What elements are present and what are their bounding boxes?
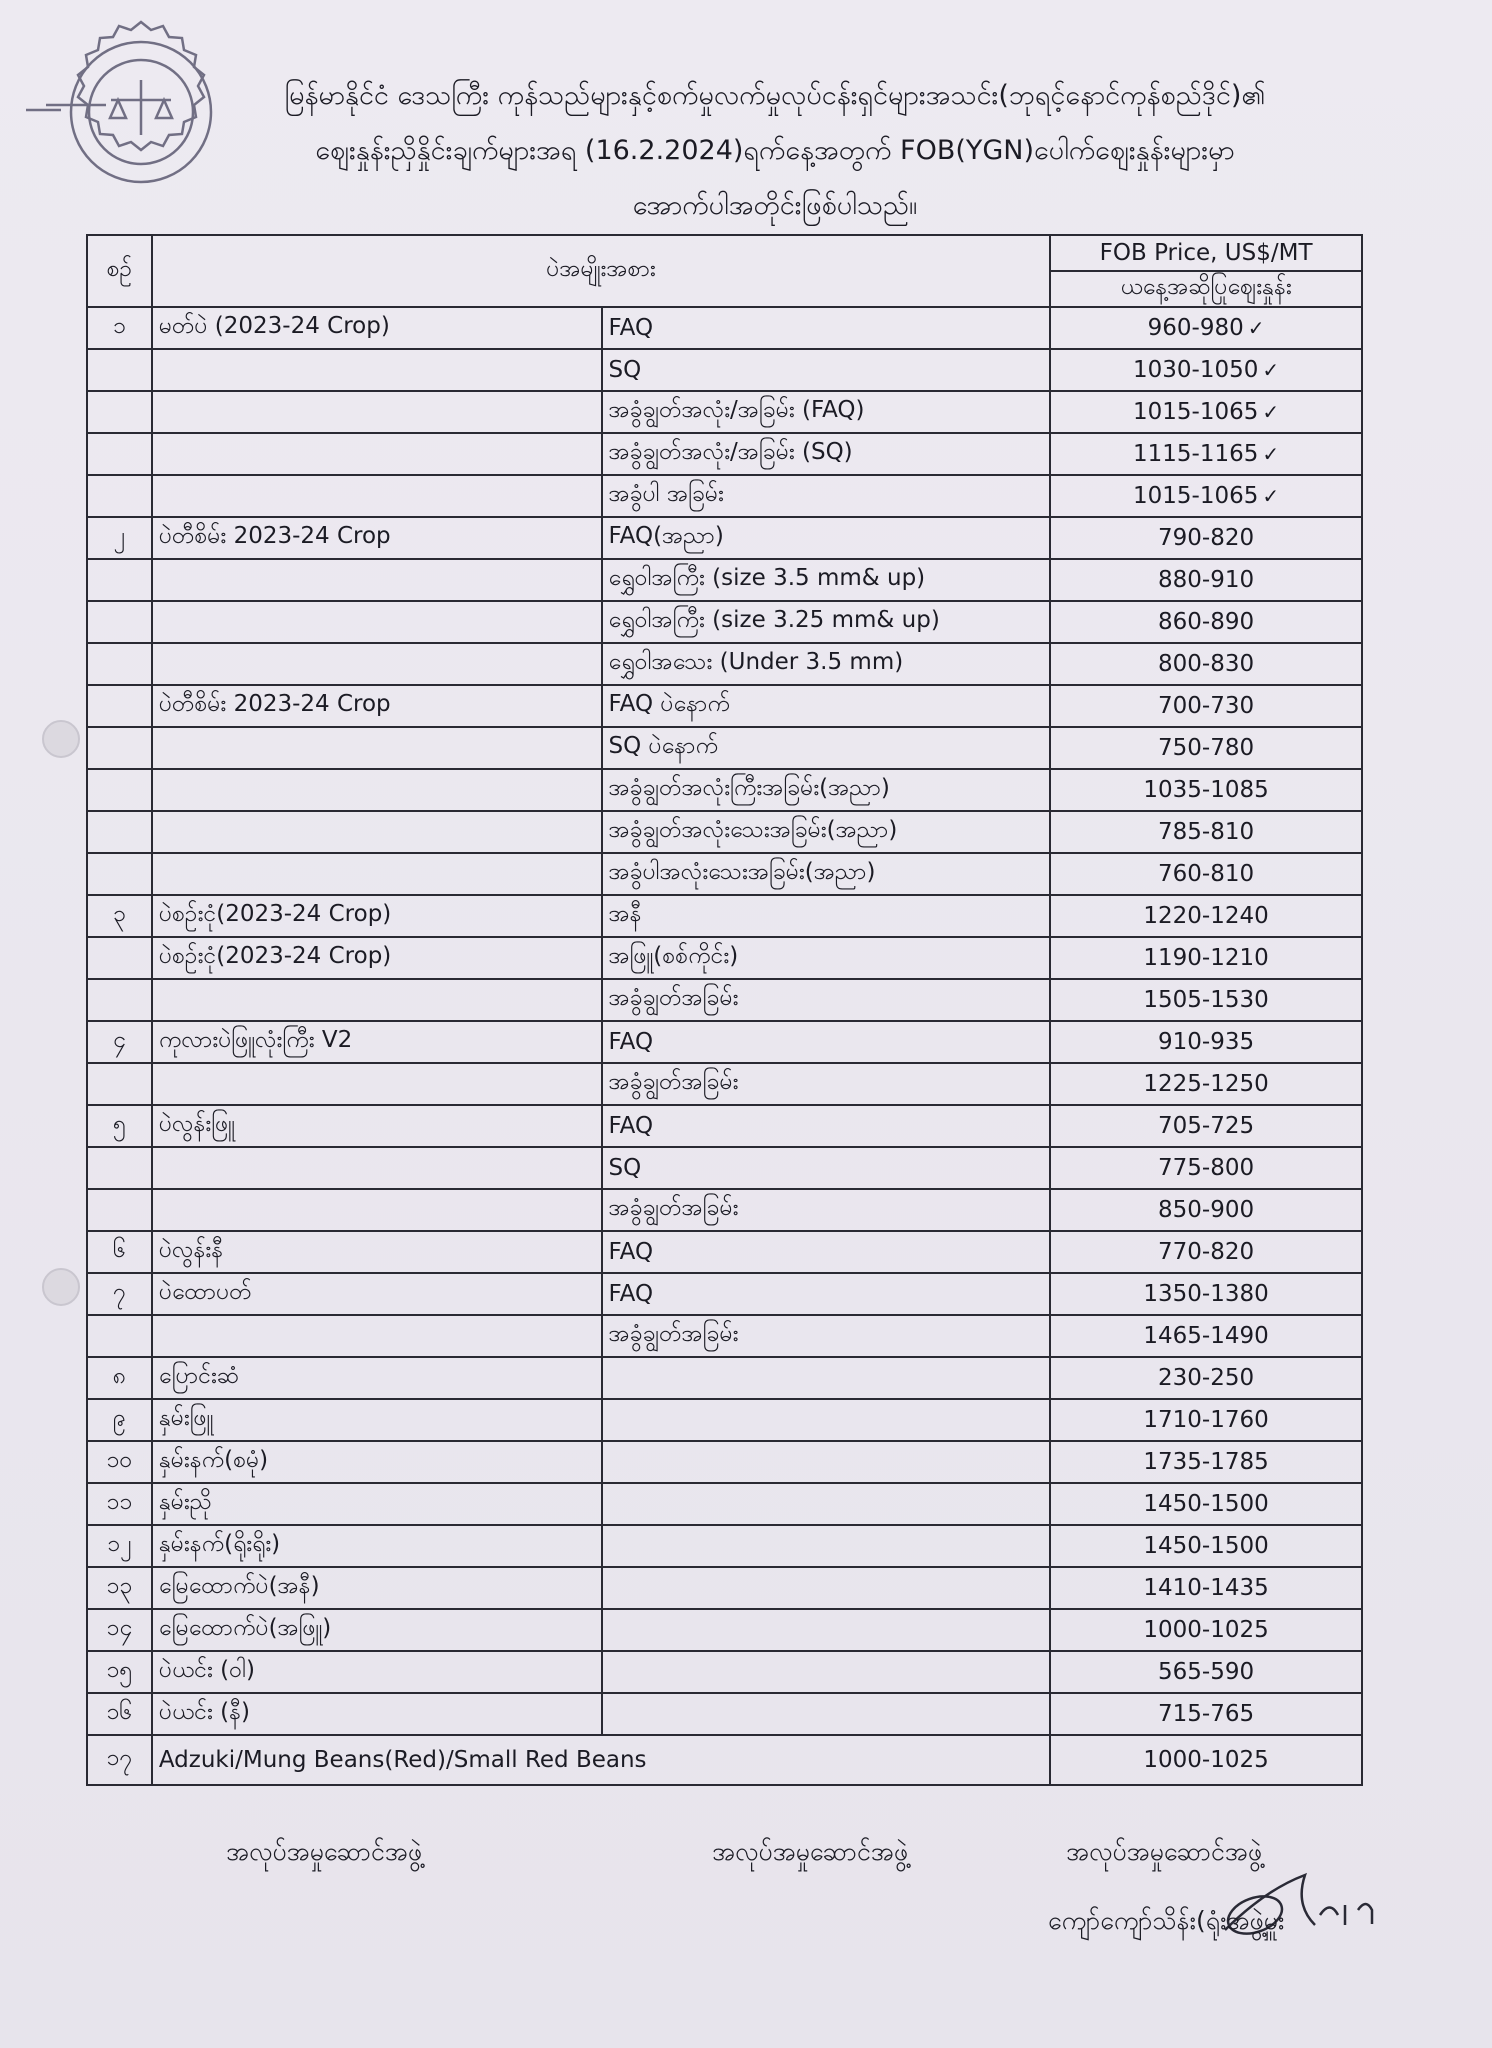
row-number bbox=[87, 1735, 152, 1785]
item-grade-text: ရွှေဝါအသေး (Under 3.5 mm) bbox=[608, 649, 904, 675]
item-grade bbox=[602, 1525, 1051, 1567]
row-number-text: ၉ bbox=[112, 1405, 126, 1431]
price-range-text: 1505-1530 bbox=[1143, 987, 1269, 1013]
table-row bbox=[87, 937, 1362, 979]
item-grade-text: FAQ(အညာ) bbox=[608, 523, 724, 549]
row-number bbox=[87, 1441, 152, 1483]
item-name-text: ပဲလွန်းဖြူ bbox=[158, 1111, 235, 1137]
table-row bbox=[87, 391, 1362, 433]
table-row bbox=[87, 1399, 1362, 1441]
price-range-text: 230-250 bbox=[1158, 1365, 1255, 1391]
item-name-text: ပဲယင်း (ဝါ) bbox=[158, 1657, 256, 1683]
item-grade bbox=[602, 1273, 1051, 1315]
item-name bbox=[152, 1525, 602, 1567]
item-grade bbox=[602, 1063, 1051, 1105]
item-grade bbox=[602, 1147, 1051, 1189]
item-name bbox=[152, 475, 602, 517]
item-grade-text: FAQ bbox=[608, 1113, 654, 1139]
item-name-text: ပဲယင်း (နီ) bbox=[158, 1699, 251, 1725]
row-number bbox=[87, 1063, 152, 1105]
item-name bbox=[152, 727, 602, 769]
item-grade bbox=[602, 811, 1051, 853]
checkmark-icon: ✓ bbox=[1262, 484, 1280, 508]
row-number-text: ၂ bbox=[113, 523, 126, 549]
item-grade bbox=[602, 1105, 1051, 1147]
item-name bbox=[152, 517, 602, 559]
item-grade-text: အခွံပါ အခြမ်း bbox=[608, 481, 724, 507]
item-name bbox=[152, 1735, 1050, 1785]
item-grade bbox=[602, 937, 1051, 979]
price-range-text: 1220-1240 bbox=[1143, 903, 1269, 929]
table-row bbox=[87, 895, 1362, 937]
price-table bbox=[86, 234, 1363, 1786]
item-grade bbox=[602, 559, 1051, 601]
price-range-text: 1350-1380 bbox=[1143, 1281, 1269, 1307]
item-name-text: နှမ်းနက်(ရိုးရိုး) bbox=[158, 1531, 281, 1557]
price-range bbox=[1050, 1063, 1362, 1105]
item-name bbox=[152, 559, 602, 601]
price-range-text: 1115-1165 bbox=[1133, 441, 1259, 467]
price-range-text: 760-810 bbox=[1158, 861, 1255, 887]
row-number bbox=[87, 769, 152, 811]
item-grade bbox=[602, 853, 1051, 895]
price-range bbox=[1050, 1399, 1362, 1441]
row-number bbox=[87, 685, 152, 727]
row-number bbox=[87, 1567, 152, 1609]
price-range bbox=[1050, 685, 1362, 727]
item-grade-text: SQ bbox=[608, 357, 642, 383]
table-header bbox=[87, 235, 1362, 307]
row-number bbox=[87, 1021, 152, 1063]
item-name bbox=[152, 1147, 602, 1189]
row-number bbox=[87, 979, 152, 1021]
item-grade bbox=[602, 1651, 1051, 1693]
price-range-text: 1710-1760 bbox=[1143, 1407, 1269, 1433]
price-range bbox=[1050, 1441, 1362, 1483]
item-name bbox=[152, 1399, 602, 1441]
checkmark-icon: ✓ bbox=[1262, 400, 1280, 424]
item-grade-text: SQ bbox=[608, 1155, 642, 1181]
row-number-text: ၃ bbox=[112, 901, 126, 927]
signatory-name: ကျော်ကျော်သိန်း(ရုံးအဖွဲ့မှူး bbox=[1048, 1906, 1285, 1935]
price-range-text: 1000-1025 bbox=[1143, 1617, 1269, 1643]
price-range bbox=[1050, 853, 1362, 895]
table-row bbox=[87, 1063, 1362, 1105]
row-number-text: ၇ bbox=[112, 1279, 126, 1305]
row-number bbox=[87, 937, 152, 979]
price-range bbox=[1050, 727, 1362, 769]
header-line-1: မြန်မာနိုင်ငံ ဒေသကြီး ကုန်သည်များနှင့်စက်မှုလက်မှုလုပ်ငန်းရှင်များအသင်း(ဘုရင့်နောင်ကုန်စည်ဒိုင်)၏ bbox=[284, 80, 1266, 111]
column-header-price-sub: ယနေ့အဆိုပြုဈေးနှုန်း bbox=[1050, 271, 1362, 307]
column-header-no: စဉ် bbox=[87, 235, 152, 307]
checkmark-icon: ✓ bbox=[1247, 316, 1265, 340]
row-number bbox=[87, 1273, 152, 1315]
item-grade bbox=[602, 895, 1051, 937]
table-row bbox=[87, 1231, 1362, 1273]
item-grade-text: အခွံချွတ်အခြမ်း bbox=[608, 1195, 739, 1221]
item-name bbox=[152, 433, 602, 475]
price-range bbox=[1050, 1525, 1362, 1567]
row-number bbox=[87, 517, 152, 559]
punch-hole-1 bbox=[42, 720, 80, 758]
table-row bbox=[87, 1609, 1362, 1651]
price-range bbox=[1050, 979, 1362, 1021]
price-range-text: 850-900 bbox=[1158, 1197, 1255, 1223]
price-range-text: 770-820 bbox=[1158, 1239, 1255, 1265]
committee-label-2: အလုပ်အမှုဆောင်အဖွဲ့ bbox=[712, 1837, 909, 1866]
price-range bbox=[1050, 1735, 1362, 1785]
row-number bbox=[87, 1609, 152, 1651]
row-number bbox=[87, 1231, 152, 1273]
header-line-2: ဈေးနှုန်းညှိနှိုင်းချက်များအရ (16.2.2024)ရက်နေ့အတွက် FOB(YGN)ပေါက်ဈေးနှုန်းများမှာ bbox=[315, 135, 1235, 166]
table-row bbox=[87, 853, 1362, 895]
item-grade bbox=[602, 1567, 1051, 1609]
item-name bbox=[152, 391, 602, 433]
price-range-text: 1035-1085 bbox=[1143, 777, 1269, 803]
committee-label-3: အလုပ်အမှုဆောင်အဖွဲ့ bbox=[1066, 1837, 1263, 1866]
row-number-text: ၁၁ bbox=[106, 1489, 133, 1515]
table-row bbox=[87, 349, 1362, 391]
row-number bbox=[87, 1693, 152, 1735]
price-range-text: 1015-1065 bbox=[1133, 399, 1259, 425]
row-number bbox=[87, 643, 152, 685]
item-grade bbox=[602, 307, 1051, 349]
item-name bbox=[152, 1315, 602, 1357]
item-name-text: ပဲလွန်းနီ bbox=[158, 1237, 224, 1263]
item-name bbox=[152, 349, 602, 391]
item-name bbox=[152, 1189, 602, 1231]
item-grade-text: ရွှေဝါအကြီး (size 3.5 mm& up) bbox=[608, 565, 926, 591]
item-name bbox=[152, 811, 602, 853]
table-row bbox=[87, 559, 1362, 601]
table-row bbox=[87, 1735, 1362, 1785]
row-number-text: ၄ bbox=[112, 1027, 126, 1053]
price-range-text: 1225-1250 bbox=[1143, 1071, 1269, 1097]
item-grade-text: SQ ပဲနောက် bbox=[608, 733, 719, 759]
price-range bbox=[1050, 1147, 1362, 1189]
row-number-text: ၁၀ bbox=[106, 1447, 133, 1473]
table-row bbox=[87, 685, 1362, 727]
punch-hole-2 bbox=[42, 1268, 80, 1306]
item-name bbox=[152, 1105, 602, 1147]
item-grade bbox=[602, 475, 1051, 517]
price-range-text: 1450-1500 bbox=[1143, 1533, 1269, 1559]
row-number-text: ၈ bbox=[112, 1363, 126, 1389]
item-name bbox=[152, 685, 602, 727]
row-number bbox=[87, 433, 152, 475]
item-grade bbox=[602, 517, 1051, 559]
price-range bbox=[1050, 1483, 1362, 1525]
price-range-text: 1000-1025 bbox=[1143, 1747, 1269, 1773]
price-range bbox=[1050, 601, 1362, 643]
price-range bbox=[1050, 1231, 1362, 1273]
item-grade bbox=[602, 1399, 1051, 1441]
item-name-text: မြေထောက်ပဲ(အဖြူ) bbox=[158, 1615, 332, 1641]
item-grade bbox=[602, 1189, 1051, 1231]
item-grade-text: FAQ bbox=[608, 1029, 654, 1055]
item-name bbox=[152, 1651, 602, 1693]
row-number bbox=[87, 1399, 152, 1441]
item-grade bbox=[602, 1315, 1051, 1357]
price-range-text: 1410-1435 bbox=[1143, 1575, 1269, 1601]
item-name bbox=[152, 1567, 602, 1609]
price-range-text: 880-910 bbox=[1158, 567, 1255, 593]
item-grade bbox=[602, 433, 1051, 475]
price-range bbox=[1050, 1609, 1362, 1651]
row-number bbox=[87, 1147, 152, 1189]
item-name bbox=[152, 937, 602, 979]
price-range-text: 775-800 bbox=[1158, 1155, 1255, 1181]
table-row bbox=[87, 1357, 1362, 1399]
price-range bbox=[1050, 1693, 1362, 1735]
table-row bbox=[87, 643, 1362, 685]
table-row bbox=[87, 1651, 1362, 1693]
price-range bbox=[1050, 307, 1362, 349]
item-grade-text: အခွံချွတ်အလုံး/အခြမ်း (SQ) bbox=[608, 439, 853, 465]
row-number bbox=[87, 727, 152, 769]
item-grade bbox=[602, 1357, 1051, 1399]
item-grade bbox=[602, 769, 1051, 811]
item-name-text: ပဲစဉ်းငုံ(2023-24 Crop) bbox=[158, 901, 392, 927]
row-number-text: ၁၅ bbox=[106, 1657, 133, 1683]
item-grade-text: ရွှေဝါအကြီး (size 3.25 mm& up) bbox=[608, 607, 940, 633]
price-range-text: 705-725 bbox=[1158, 1113, 1255, 1139]
item-name bbox=[152, 1441, 602, 1483]
row-number bbox=[87, 1357, 152, 1399]
table-row bbox=[87, 475, 1362, 517]
row-number-text: ၅ bbox=[112, 1111, 126, 1137]
item-name bbox=[152, 643, 602, 685]
price-range bbox=[1050, 1315, 1362, 1357]
item-grade-text: အခွံချွတ်အလုံး/အခြမ်း (FAQ) bbox=[608, 397, 865, 423]
item-name-text: နှမ်းဖြူ bbox=[158, 1405, 214, 1431]
item-grade-text: အခွံချွတ်အလုံးသေးအခြမ်း(အညာ) bbox=[608, 817, 898, 843]
item-name-text: ကုလားပဲဖြူလုံးကြီး V2 bbox=[158, 1027, 353, 1053]
item-grade bbox=[602, 643, 1051, 685]
price-range-text: 1465-1490 bbox=[1143, 1323, 1269, 1349]
item-grade bbox=[602, 727, 1051, 769]
item-grade-text: အခွံချွတ်အခြမ်း bbox=[608, 985, 739, 1011]
item-grade-text: အဖြူ(စစ်ကိုင်း) bbox=[608, 943, 739, 969]
item-name-text: ပဲစဉ်းငုံ(2023-24 Crop) bbox=[158, 943, 392, 969]
item-grade-text: FAQ ပဲနောက် bbox=[608, 691, 730, 717]
item-name bbox=[152, 1483, 602, 1525]
price-range-text: 1450-1500 bbox=[1143, 1491, 1269, 1517]
item-grade-text: FAQ bbox=[608, 1239, 654, 1265]
item-name-text: နှမ်းနက်(စမုံ) bbox=[158, 1447, 269, 1473]
item-grade bbox=[602, 979, 1051, 1021]
item-grade bbox=[602, 1693, 1051, 1735]
item-grade-text: အခွံချွတ်အခြမ်း bbox=[608, 1069, 739, 1095]
row-number-text: ၆ bbox=[112, 1237, 126, 1263]
header-line-3: အောက်ပါအတိုင်းဖြစ်ပါသည်။ bbox=[632, 190, 918, 221]
price-range bbox=[1050, 1189, 1362, 1231]
item-name-text: Adzuki/Mung Beans(Red)/Small Red Beans bbox=[158, 1747, 647, 1773]
row-number bbox=[87, 1525, 152, 1567]
row-number bbox=[87, 895, 152, 937]
price-range bbox=[1050, 1273, 1362, 1315]
price-range-text: 715-765 bbox=[1158, 1701, 1255, 1727]
column-header-price: FOB Price, US$/MT bbox=[1050, 235, 1362, 271]
table-row bbox=[87, 979, 1362, 1021]
price-range-text: 910-935 bbox=[1158, 1029, 1255, 1055]
row-number-text: ၁၄ bbox=[106, 1615, 133, 1641]
item-grade bbox=[602, 1609, 1051, 1651]
item-grade-text: အခွံပါအလုံးသေးအခြမ်း(အညာ) bbox=[608, 859, 876, 885]
table-body bbox=[87, 307, 1362, 1785]
row-number bbox=[87, 811, 152, 853]
table-row bbox=[87, 1105, 1362, 1147]
table-row bbox=[87, 517, 1362, 559]
price-range-text: 860-890 bbox=[1158, 609, 1255, 635]
price-range bbox=[1050, 937, 1362, 979]
item-name bbox=[152, 1063, 602, 1105]
price-range-text: 1190-1210 bbox=[1143, 945, 1269, 971]
item-name bbox=[152, 853, 602, 895]
item-grade-text: FAQ bbox=[608, 315, 654, 341]
price-range-text: 800-830 bbox=[1158, 651, 1255, 677]
row-number-text: ၁၂ bbox=[107, 1531, 132, 1557]
price-range-text: 565-590 bbox=[1158, 1659, 1255, 1685]
row-number bbox=[87, 391, 152, 433]
item-name bbox=[152, 1021, 602, 1063]
item-name-text: မတ်ပဲ (2023-24 Crop) bbox=[158, 313, 390, 339]
item-grade-text: အနီ bbox=[608, 901, 642, 927]
price-range bbox=[1050, 433, 1362, 475]
item-name bbox=[152, 1273, 602, 1315]
row-number bbox=[87, 1483, 152, 1525]
price-range bbox=[1050, 475, 1362, 517]
price-range bbox=[1050, 769, 1362, 811]
price-range bbox=[1050, 559, 1362, 601]
item-name bbox=[152, 769, 602, 811]
item-grade bbox=[602, 685, 1051, 727]
price-range-text: 1015-1065 bbox=[1133, 483, 1259, 509]
item-grade-text: FAQ bbox=[608, 1281, 654, 1307]
item-name bbox=[152, 1231, 602, 1273]
row-number bbox=[87, 307, 152, 349]
item-grade bbox=[602, 391, 1051, 433]
table-row bbox=[87, 601, 1362, 643]
item-name-text: ပြောင်းဆံ bbox=[158, 1363, 240, 1389]
table-row bbox=[87, 1021, 1362, 1063]
table-row bbox=[87, 727, 1362, 769]
table-row bbox=[87, 1693, 1362, 1735]
table-row bbox=[87, 433, 1362, 475]
price-range bbox=[1050, 811, 1362, 853]
price-range bbox=[1050, 517, 1362, 559]
item-name bbox=[152, 1693, 602, 1735]
item-grade bbox=[602, 349, 1051, 391]
item-name bbox=[152, 895, 602, 937]
item-grade-text: အခွံချွတ်အခြမ်း bbox=[608, 1321, 739, 1347]
table-row bbox=[87, 1273, 1362, 1315]
row-number bbox=[87, 1189, 152, 1231]
row-number-text: ၁ bbox=[112, 313, 126, 339]
price-range bbox=[1050, 643, 1362, 685]
item-grade bbox=[602, 601, 1051, 643]
price-range-text: 790-820 bbox=[1158, 525, 1255, 551]
table-row bbox=[87, 1189, 1362, 1231]
price-range bbox=[1050, 1021, 1362, 1063]
row-number bbox=[87, 349, 152, 391]
item-grade bbox=[602, 1231, 1051, 1273]
row-number bbox=[87, 559, 152, 601]
table-row bbox=[87, 307, 1362, 349]
price-range-text: 700-730 bbox=[1158, 693, 1255, 719]
item-name-text: မြေထောက်ပဲ(အနီ) bbox=[158, 1573, 320, 1599]
price-range bbox=[1050, 1105, 1362, 1147]
checkmark-icon: ✓ bbox=[1262, 358, 1280, 382]
table-row bbox=[87, 1567, 1362, 1609]
row-number bbox=[87, 1651, 152, 1693]
table-row bbox=[87, 811, 1362, 853]
row-number bbox=[87, 475, 152, 517]
table-row bbox=[87, 1147, 1362, 1189]
price-range bbox=[1050, 1567, 1362, 1609]
item-name bbox=[152, 979, 602, 1021]
price-range bbox=[1050, 1357, 1362, 1399]
column-header-item: ပဲအမျိုးအစား bbox=[152, 235, 1050, 307]
checkmark-icon: ✓ bbox=[1262, 442, 1280, 466]
row-number-text: ၁၆ bbox=[106, 1699, 133, 1725]
table-row bbox=[87, 1441, 1362, 1483]
item-name-text: ပဲတီစိမ်း 2023-24 Crop bbox=[158, 691, 391, 717]
table-row bbox=[87, 1315, 1362, 1357]
row-number bbox=[87, 601, 152, 643]
price-range-text: 1030-1050 bbox=[1133, 357, 1259, 383]
item-name-text: ပဲထောပတ် bbox=[158, 1279, 252, 1305]
price-range-text: 750-780 bbox=[1158, 735, 1255, 761]
table-row bbox=[87, 1525, 1362, 1567]
price-range-text: 1735-1785 bbox=[1143, 1449, 1269, 1475]
item-name bbox=[152, 601, 602, 643]
price-range bbox=[1050, 895, 1362, 937]
item-grade bbox=[602, 1441, 1051, 1483]
price-range-text: 785-810 bbox=[1158, 819, 1255, 845]
price-range bbox=[1050, 349, 1362, 391]
item-name-text: နှမ်းညို bbox=[158, 1489, 212, 1515]
item-grade bbox=[602, 1021, 1051, 1063]
price-range bbox=[1050, 1651, 1362, 1693]
row-number-text: ၁၇ bbox=[106, 1745, 133, 1771]
item-name bbox=[152, 307, 602, 349]
price-range bbox=[1050, 391, 1362, 433]
item-name-text: ပဲတီစိမ်း 2023-24 Crop bbox=[158, 523, 391, 549]
item-name bbox=[152, 1609, 602, 1651]
item-grade-text: အခွံချွတ်အလုံးကြီးအခြမ်း(အညာ) bbox=[608, 775, 890, 801]
table-row bbox=[87, 1483, 1362, 1525]
row-number bbox=[87, 1315, 152, 1357]
item-name bbox=[152, 1357, 602, 1399]
row-number bbox=[87, 1105, 152, 1147]
table-row bbox=[87, 769, 1362, 811]
price-range-text: 960-980 bbox=[1147, 315, 1244, 341]
row-number bbox=[87, 853, 152, 895]
row-number-text: ၁၃ bbox=[106, 1573, 133, 1599]
committee-label-1: အလုပ်အမှုဆောင်အဖွဲ့ bbox=[226, 1837, 423, 1866]
item-grade bbox=[602, 1483, 1051, 1525]
